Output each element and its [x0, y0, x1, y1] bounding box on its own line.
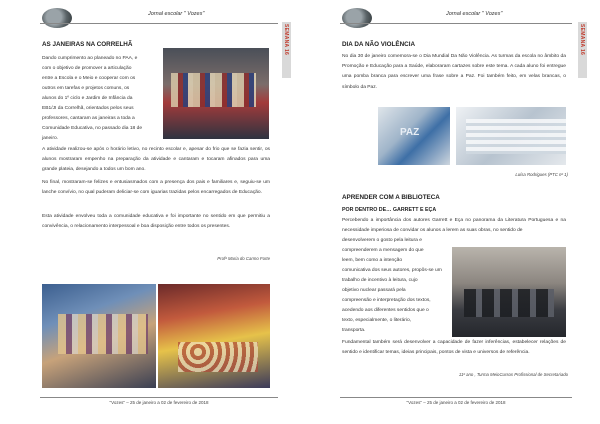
article-heading: AS JANEIRAS NA CORRELHÃ [42, 41, 133, 48]
signature: Profª Maria do Carmo Forte [217, 256, 270, 261]
text-line: desenvolverem o gosto pela leitura e [342, 238, 422, 243]
page-right [300, 0, 600, 424]
text-line: texto, especialmente, o literário, [342, 318, 412, 323]
paragraph: Percebendo a importância dos autores Garrett e Eça no panorama da Literatura Portuguesa e na necessidade imperiosa de convidar os alunos a lerem as suas obras, no sentido de [342, 218, 566, 234]
text-line: leem, bem como a intenção [342, 258, 403, 263]
section-tab [282, 22, 291, 78]
section-tab [578, 22, 587, 78]
text-line: trabalho de incentivo à leitura, cujo [342, 278, 418, 283]
article-heading: DIA DA NÃO VIOLÊNCIA [342, 41, 415, 48]
text-line: compreensão e interpretação dos textos, [342, 298, 431, 303]
text-line: alunos do 1º ciclo e Jardim de Infância da [42, 96, 133, 101]
text-line: acedendo aos diferentes sentidos que o [342, 308, 429, 313]
article-heading: APRENDER COM A BIBLIOTECA [342, 194, 440, 201]
section-tab-label: SEMANA 16 [579, 24, 585, 56]
paragraph: No dia 30 de janeiro comemora-se o Dia Mundial Da Não Violência. As turmas da escola no âmbito da Promoção e Educação para a Saúde, elaboraram cartazes sobre este tema. A cada aluno foi entregue uma pomba branca para escrever uma frase sobre a Paz. Foi também feito, em velas brancas, o símbolo da Paz. [342, 54, 566, 90]
photo-peace-posters [378, 107, 450, 165]
photo-students-singing [42, 284, 156, 388]
paragraph: Fundamental também será desenvolver a capacidade de fazer inferências, estabelecer relações de sentido e identificar temas, ideias principais, pontos de vista e universos de referência. [342, 340, 566, 356]
header-title: Jornal escolar " Vozes" [446, 11, 503, 17]
text-line: objetivo nuclear passará pela [342, 288, 406, 293]
paragraph: A atividade realizou-se após o horário letivo, no recinto escolar e, apesar do frio que se fazia sentir, os alunos mostraram empenho na preparação da atividade e cantaram e tocaram afinados para uma grande plateia, desejando a todos um bom ano. [42, 147, 270, 173]
footer-divider [340, 397, 572, 398]
text-line: outros em tarefas e projetos comuns, os [42, 86, 130, 91]
text-line: Comunidade Educativa, no passado dia 18 de [42, 126, 143, 131]
photo-snack-table [158, 284, 270, 388]
text-line: comunicativa dos seus autores, propôs-se um [342, 268, 442, 273]
school-logo [42, 8, 72, 28]
text-line: com o objetivo de promover a articulação [42, 66, 132, 71]
header-title: Jornal escolar " Vozes" [148, 11, 205, 17]
paragraph: Esta atividade envolveu toda a comunidade educativa e foi importante no sentido em que permitiu a convivência, o relacionamento interpessoal e boa disposição entre todos os presentes. [42, 214, 270, 230]
photo-caption: Luísa Rodrigues (PTC nº 1) [515, 172, 568, 177]
footer-text: "Vozes" – 25 de janeiro a 02 de fevereiro de 2018 [406, 400, 506, 405]
header-divider [340, 23, 572, 24]
footer-text: "Vozes" – 25 de janeiro a 02 de fevereiro de 2018 [109, 400, 209, 405]
article-subheading: POR DENTRO DE… GARRETT E EÇA [342, 207, 437, 213]
signature: 11º ano , Turma MeioCursos Profissional de Secretariado [458, 372, 568, 377]
text-line: EB1/JI da Correlhã, orientados pelos seus [42, 106, 134, 111]
section-tab-label: SEMANA 16 [283, 24, 289, 56]
text-line: professores, cantaram as janeiras a toda a [42, 116, 135, 121]
school-logo [342, 8, 372, 28]
paragraph: No final, mostraram-se felizes e entusiasmados com a presença dos pais e familiares e, seguiu-se um lanche convívio, no qual puderam deliciar-se com iguarias trazidas pelos encarregados de Educação. [42, 180, 270, 196]
photo-peace-doves [456, 107, 566, 165]
text-line: janeiro. [42, 136, 59, 141]
text-line: entre a Escola e o Meio e cooperar com os [42, 76, 136, 81]
text-line: Dando cumprimento ao planeado no PAA, e [42, 56, 138, 61]
text-line: transporta. [342, 328, 366, 333]
photo-library-students [452, 247, 566, 337]
footer-divider [40, 397, 278, 398]
header-divider [40, 23, 278, 24]
text-line: compreenderem a mensagem do que [342, 248, 424, 253]
photo-students-janeiras [163, 48, 269, 139]
